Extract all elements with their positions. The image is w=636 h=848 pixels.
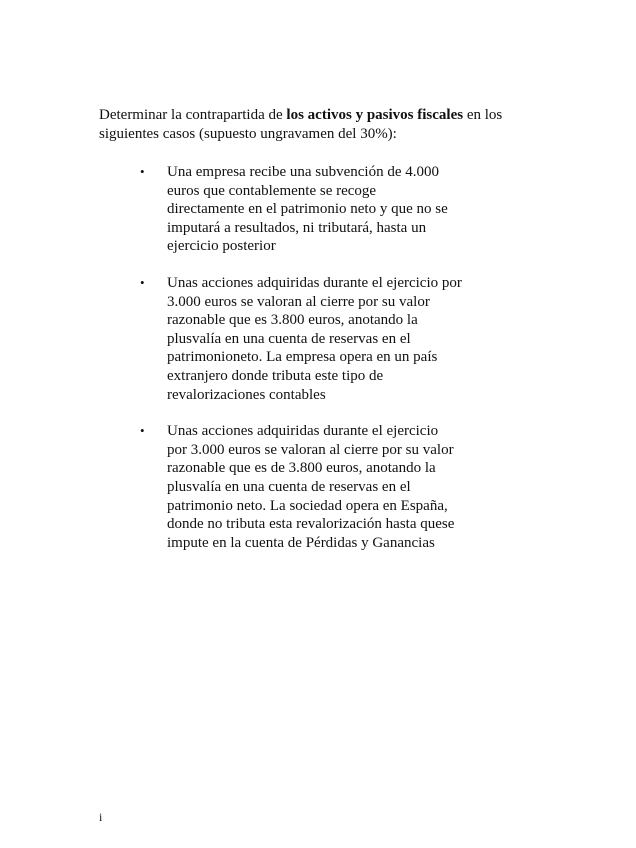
case-3-line: patrimonio neto. La sociedad opera en España, <box>167 497 448 514</box>
case-2-line: Unas acciones adquiridas durante el ejercicio por <box>167 274 462 291</box>
case-2-line: 3.000 euros se valoran al cierre por su valor <box>167 293 430 310</box>
case-3-line: razonable que es de 3.800 euros, anotando la <box>167 460 436 477</box>
case-text-3 <box>167 422 500 552</box>
case-1-line: Una empresa recibe una subvención de 4.000 <box>167 164 439 180</box>
case-1-line: ejercicio posterior <box>167 238 276 255</box>
case-3-line: donde no tributa esta revalorización hasta quese <box>167 516 455 533</box>
case-1-line: euros que contablemente se recoge <box>167 182 377 199</box>
case-3-line: por 3.000 euros se valoran al cierre por su valor <box>167 441 454 458</box>
case-text-2 <box>167 274 500 404</box>
case-item-1 <box>140 163 500 256</box>
intro-paragraph <box>99 106 539 144</box>
case-1-line: directamente en el patrimonio neto y que no se <box>167 201 448 218</box>
case-2-line: patrimonioneto. La empresa opera en un país <box>167 349 438 366</box>
case-text-1 <box>167 163 500 256</box>
bullet-icon: • <box>140 423 145 439</box>
case-item-2 <box>140 274 500 404</box>
case-item-3 <box>140 422 500 552</box>
case-3-line: impute en la cuenta de Pérdidas y Ganancias <box>167 534 435 551</box>
bullet-icon: • <box>140 274 145 290</box>
intro-text-after: en los siguientes casos (supuesto ungravamen del 30%): <box>99 107 503 142</box>
case-2-line: revalorizaciones contables <box>167 386 326 403</box>
case-3-line: plusvalía en una cuenta de reservas en el <box>167 478 411 495</box>
case-list <box>140 163 500 552</box>
intro-text-bold: los activos y pasivos fiscales <box>286 107 464 123</box>
footer-mark: i <box>99 810 103 824</box>
case-2-line: plusvalía en una cuenta de reservas en el <box>167 330 411 347</box>
bullet-icon: • <box>140 164 145 179</box>
case-1-line: imputará a resultados, ni tributará, hasta un <box>167 219 427 236</box>
case-2-line: extranjero donde tributa este tipo de <box>167 367 384 384</box>
case-2-line: razonable que es 3.800 euros, anotando la <box>167 312 418 329</box>
intro-text-before: Determinar la contrapartida de <box>99 107 287 123</box>
case-3-line: Unas acciones adquiridas durante el ejercicio <box>167 423 439 440</box>
